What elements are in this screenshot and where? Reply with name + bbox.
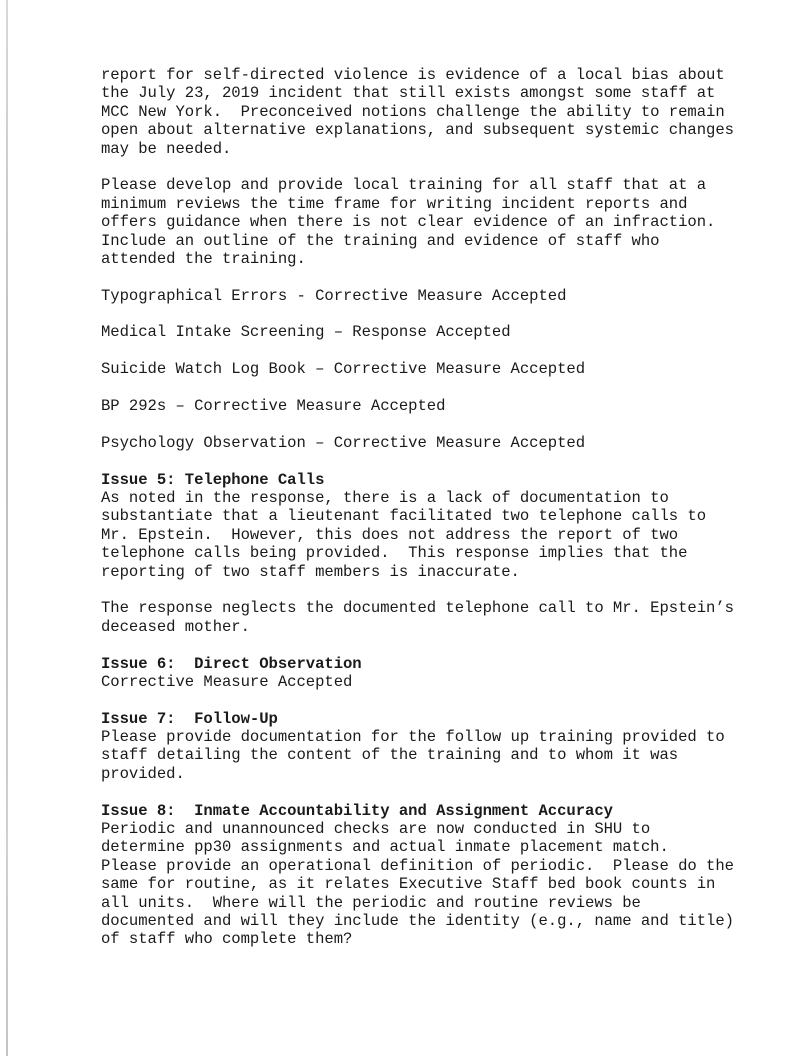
issue-5-heading: Issue 5: Telephone Calls — [101, 470, 325, 489]
text-line: open about alternative explanations, and subsequent systemic changes — [101, 121, 734, 140]
text-line: deceased mother. — [101, 617, 250, 636]
document-page — [101, 66, 781, 949]
text-line: staff detailing the content of the training and to whom it was — [101, 746, 679, 765]
text-line: Please develop and provide local training for all staff that at a — [101, 176, 707, 195]
text-line: may be needed. — [101, 139, 232, 158]
text-line: substantiate that a lieutenant facilitated two telephone calls to — [101, 507, 707, 526]
text-line: MCC New York. Preconceived notions challenge the ability to remain — [101, 102, 725, 121]
training-paragraph — [101, 176, 781, 268]
text-line: offers guidance when there is not clear evidence of an infraction. — [101, 213, 716, 232]
text-line: Corrective Measure Accepted — [101, 672, 353, 691]
scan-edge-line — [6, 0, 8, 1056]
text-line: same for routine, as it relates Executive Staff bed book counts in — [101, 875, 716, 894]
text-line: telephone calls being provided. This response implies that the — [101, 544, 688, 563]
text-line: Please provide an operational definition of periodic. Please do the — [101, 856, 734, 875]
issue-6-heading: Issue 6: Direct Observation — [101, 654, 362, 673]
text-line: reporting of two staff members is inaccurate. — [101, 562, 520, 581]
intro-paragraph — [101, 66, 781, 158]
issue-5-followup-paragraph — [101, 599, 781, 636]
text-line: The response neglects the documented telephone call to Mr. Epstein’s — [101, 599, 734, 618]
status-psychology-observation: Psychology Observation – Corrective Measure Accepted — [101, 433, 586, 452]
text-line: minimum reviews the time frame for writing incident reports and — [101, 194, 688, 213]
issue-7-section — [101, 710, 781, 784]
text-line: Periodic and unannounced checks are now conducted in SHU to — [101, 820, 651, 839]
text-line: Include an outline of the training and evidence of staff who — [101, 231, 660, 250]
status-suicide-watch-log-book: Suicide Watch Log Book – Corrective Measure Accepted — [101, 360, 586, 379]
text-line: attended the training. — [101, 249, 306, 268]
text-line: As noted in the response, there is a lack of documentation to — [101, 488, 669, 507]
issue-8-section — [101, 802, 781, 949]
status-bp-292s: BP 292s – Corrective Measure Accepted — [101, 397, 446, 416]
issue-8-heading: Issue 8: Inmate Accountability and Assignment Accuracy — [101, 801, 613, 820]
text-line: the July 23, 2019 incident that still exists amongst some staff at — [101, 84, 716, 103]
text-line: Please provide documentation for the follow up training provided to — [101, 728, 725, 747]
status-medical-intake-screening: Medical Intake Screening – Response Accepted — [101, 323, 511, 342]
text-line: provided. — [101, 764, 185, 783]
text-line: all units. Where will the periodic and routine reviews be — [101, 893, 641, 912]
issue-5-section — [101, 471, 781, 581]
issue-6-section — [101, 655, 781, 692]
text-line: documented and will they include the identity (e.g., name and title) — [101, 911, 734, 930]
text-line: of staff who complete them? — [101, 930, 353, 949]
status-typographical-errors: Typographical Errors - Corrective Measure Accepted — [101, 286, 567, 305]
text-line: report for self-directed violence is evidence of a local bias about — [101, 66, 725, 84]
issue-7-heading: Issue 7: Follow-Up — [101, 709, 278, 728]
text-line: Mr. Epstein. However, this does not address the report of two — [101, 525, 679, 544]
text-line: determine pp30 assignments and actual inmate placement match. — [101, 838, 669, 857]
